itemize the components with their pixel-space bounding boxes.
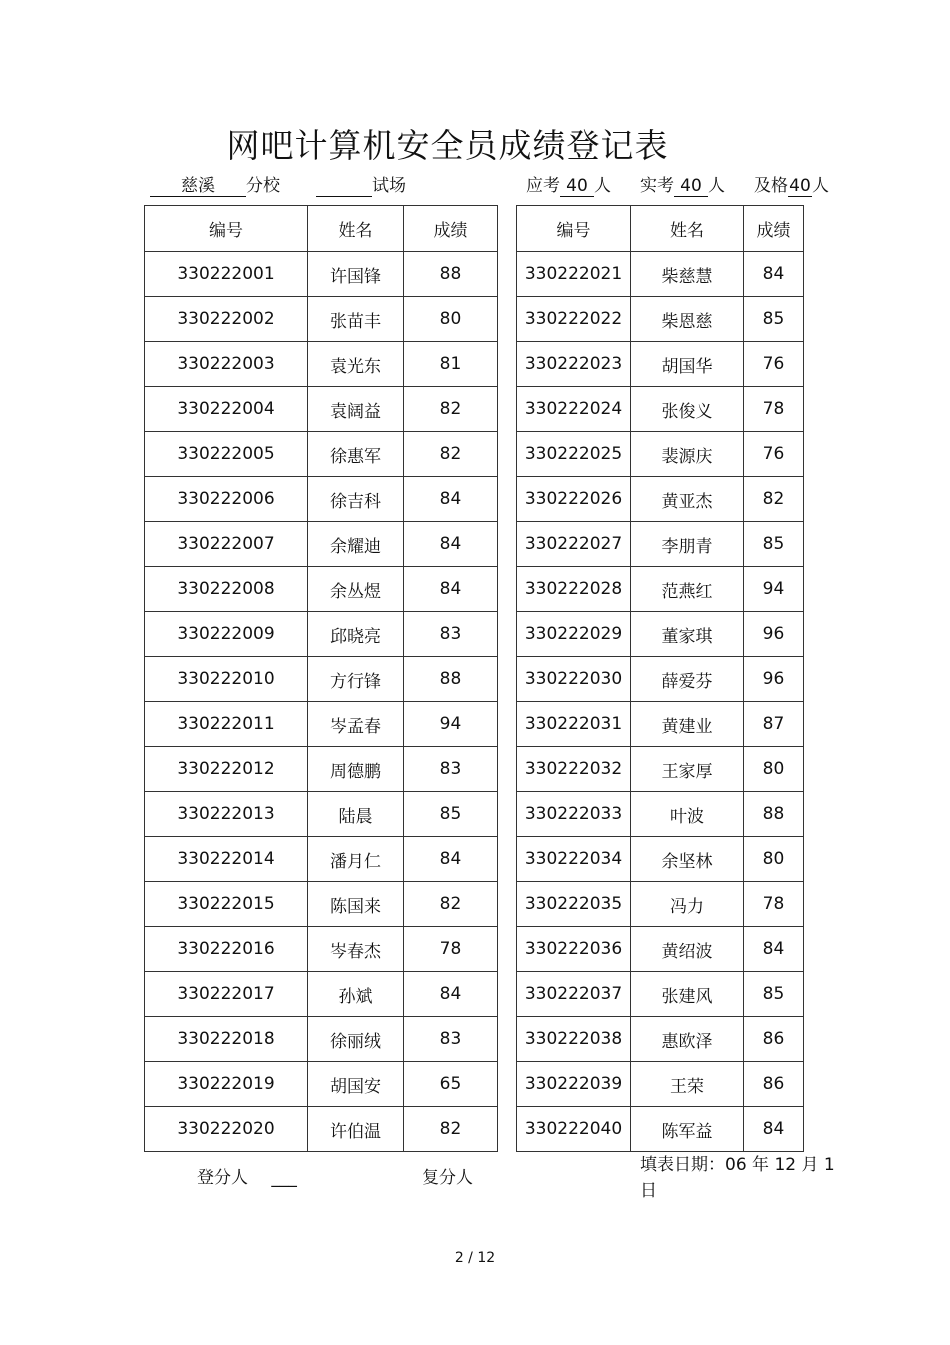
expected-label: 应考 xyxy=(526,176,560,196)
header-id: 编号 xyxy=(145,206,308,252)
score-cell: 85 xyxy=(744,522,804,567)
table-row xyxy=(517,252,804,297)
student-name-cell: 许国锋 xyxy=(308,252,404,297)
student-name-cell: 潘月仁 xyxy=(308,837,404,882)
student-name-cell: 余坚林 xyxy=(631,837,744,882)
branch-field xyxy=(150,174,280,198)
student-id-cell: 330222018 xyxy=(145,1017,308,1062)
table-row xyxy=(145,612,498,657)
table-row xyxy=(517,297,804,342)
student-id-cell: 330222030 xyxy=(517,657,631,702)
score-cell: 94 xyxy=(404,702,498,747)
score-cell: 84 xyxy=(744,1107,804,1152)
student-name-cell: 岑春杰 xyxy=(308,927,404,972)
table-row xyxy=(517,432,804,477)
score-cell: 78 xyxy=(404,927,498,972)
student-name-cell: 陆晨 xyxy=(308,792,404,837)
score-cell: 82 xyxy=(404,882,498,927)
score-cell: 84 xyxy=(744,927,804,972)
student-id-cell: 330222002 xyxy=(145,297,308,342)
score-cell: 86 xyxy=(744,1017,804,1062)
score-cell: 94 xyxy=(744,567,804,612)
student-id-cell: 330222004 xyxy=(145,387,308,432)
table-row xyxy=(145,927,498,972)
student-id-cell: 330222027 xyxy=(517,522,631,567)
score-cell: 85 xyxy=(744,297,804,342)
student-name-cell: 冯力 xyxy=(631,882,744,927)
student-id-cell: 330222038 xyxy=(517,1017,631,1062)
table-row xyxy=(145,747,498,792)
table-row xyxy=(517,837,804,882)
student-id-cell: 330222011 xyxy=(145,702,308,747)
student-id-cell: 330222033 xyxy=(517,792,631,837)
table-row xyxy=(145,567,498,612)
student-name-cell: 邱晓亮 xyxy=(308,612,404,657)
table-row xyxy=(145,522,498,567)
student-id-cell: 330222034 xyxy=(517,837,631,882)
student-name-cell: 袁阔益 xyxy=(308,387,404,432)
score-cell: 96 xyxy=(744,612,804,657)
table-row xyxy=(517,702,804,747)
table-row xyxy=(517,387,804,432)
header-id: 编号 xyxy=(517,206,631,252)
score-cell: 85 xyxy=(404,792,498,837)
score-cell: 96 xyxy=(744,657,804,702)
student-name-cell: 柴慈慧 xyxy=(631,252,744,297)
student-name-cell: 张苗丰 xyxy=(308,297,404,342)
table-row xyxy=(145,342,498,387)
scorer-blank: ___ xyxy=(271,1168,297,1188)
table-row xyxy=(145,792,498,837)
table-row xyxy=(517,522,804,567)
score-table-left xyxy=(144,205,498,1152)
student-id-cell: 330222007 xyxy=(145,522,308,567)
scorer-field xyxy=(197,1165,297,1191)
student-name-cell: 袁光东 xyxy=(308,342,404,387)
student-name-cell: 惠欧泽 xyxy=(631,1017,744,1062)
table-row xyxy=(517,657,804,702)
score-cell: 84 xyxy=(744,252,804,297)
student-name-cell: 薛爱芬 xyxy=(631,657,744,702)
student-id-cell: 330222009 xyxy=(145,612,308,657)
student-id-cell: 330222014 xyxy=(145,837,308,882)
table-row xyxy=(145,477,498,522)
table-row xyxy=(517,1062,804,1107)
score-table-right xyxy=(516,205,804,1152)
score-cell: 84 xyxy=(404,567,498,612)
student-id-cell: 330222023 xyxy=(517,342,631,387)
table-row xyxy=(145,1107,498,1152)
room-value xyxy=(316,176,372,197)
student-id-cell: 330222036 xyxy=(517,927,631,972)
student-id-cell: 330222017 xyxy=(145,972,308,1017)
student-id-cell: 330222015 xyxy=(145,882,308,927)
student-name-cell: 孙斌 xyxy=(308,972,404,1017)
student-id-cell: 330222016 xyxy=(145,927,308,972)
student-name-cell: 岑孟春 xyxy=(308,702,404,747)
student-id-cell: 330222001 xyxy=(145,252,308,297)
score-cell: 80 xyxy=(744,837,804,882)
branch-label: 分校 xyxy=(246,176,280,196)
student-id-cell: 330222024 xyxy=(517,387,631,432)
student-id-cell: 330222037 xyxy=(517,972,631,1017)
table-row xyxy=(145,657,498,702)
student-name-cell: 张建风 xyxy=(631,972,744,1017)
score-cell: 88 xyxy=(404,252,498,297)
score-cell: 82 xyxy=(404,387,498,432)
expected-value: 40 xyxy=(560,176,594,197)
score-cell: 83 xyxy=(404,1017,498,1062)
room-label: 试场 xyxy=(372,176,406,196)
student-name-cell: 陈国来 xyxy=(308,882,404,927)
score-cell: 76 xyxy=(744,432,804,477)
student-name-cell: 李朋青 xyxy=(631,522,744,567)
table-row xyxy=(517,477,804,522)
student-name-cell: 胡国安 xyxy=(308,1062,404,1107)
actual-unit: 人 xyxy=(708,176,725,196)
score-cell: 82 xyxy=(404,1107,498,1152)
page-title: 网吧计算机安全员成绩登记表 xyxy=(226,126,669,165)
student-name-cell: 周德鹏 xyxy=(308,747,404,792)
score-cell: 85 xyxy=(744,972,804,1017)
student-name-cell: 董家琪 xyxy=(631,612,744,657)
student-id-cell: 330222025 xyxy=(517,432,631,477)
student-id-cell: 330222021 xyxy=(517,252,631,297)
score-cell: 65 xyxy=(404,1062,498,1107)
table-row xyxy=(145,972,498,1017)
table-row xyxy=(145,297,498,342)
table-row xyxy=(145,252,498,297)
student-id-cell: 330222010 xyxy=(145,657,308,702)
score-cell: 86 xyxy=(744,1062,804,1107)
table-row xyxy=(145,1062,498,1107)
table-row xyxy=(517,972,804,1017)
passed-value: 40 xyxy=(789,176,811,196)
score-cell: 82 xyxy=(404,432,498,477)
score-cell: 78 xyxy=(744,387,804,432)
table-row xyxy=(517,927,804,972)
table-row xyxy=(517,882,804,927)
scorer-label: 登分人 xyxy=(197,1168,248,1188)
student-id-cell: 330222008 xyxy=(145,567,308,612)
fill-date-line1: 填表日期：06 年 12 月 1 xyxy=(640,1155,835,1175)
room-field xyxy=(316,174,406,198)
passed-field xyxy=(754,174,829,198)
score-cell: 84 xyxy=(404,837,498,882)
score-cell: 88 xyxy=(404,657,498,702)
actual-field xyxy=(640,174,725,198)
student-name-cell: 陈军益 xyxy=(631,1107,744,1152)
student-name-cell: 方行锋 xyxy=(308,657,404,702)
branch-value: 慈溪 xyxy=(150,176,246,197)
score-cell: 83 xyxy=(404,612,498,657)
fill-date-line2: 日 xyxy=(640,1181,657,1201)
expected-unit: 人 xyxy=(594,176,611,196)
fill-date xyxy=(640,1152,835,1204)
actual-label: 实考 xyxy=(640,176,674,196)
header-name: 姓名 xyxy=(631,206,744,252)
header-score: 成绩 xyxy=(404,206,498,252)
student-name-cell: 张俊义 xyxy=(631,387,744,432)
actual-value: 40 xyxy=(674,176,708,197)
score-cell: 80 xyxy=(744,747,804,792)
student-id-cell: 330222029 xyxy=(517,612,631,657)
student-name-cell: 黄亚杰 xyxy=(631,477,744,522)
student-id-cell: 330222003 xyxy=(145,342,308,387)
table-row xyxy=(145,882,498,927)
score-cell: 82 xyxy=(744,477,804,522)
table-row xyxy=(517,792,804,837)
student-id-cell: 330222005 xyxy=(145,432,308,477)
student-name-cell: 叶波 xyxy=(631,792,744,837)
score-cell: 84 xyxy=(404,972,498,1017)
table-row xyxy=(145,1017,498,1062)
student-name-cell: 黄建业 xyxy=(631,702,744,747)
table-row xyxy=(517,567,804,612)
table-row xyxy=(517,612,804,657)
table-row xyxy=(145,432,498,477)
student-name-cell: 徐丽绒 xyxy=(308,1017,404,1062)
score-cell: 78 xyxy=(744,882,804,927)
table-row xyxy=(145,837,498,882)
student-name-cell: 王家厚 xyxy=(631,747,744,792)
score-cell: 81 xyxy=(404,342,498,387)
student-id-cell: 330222020 xyxy=(145,1107,308,1152)
score-cell: 84 xyxy=(404,522,498,567)
student-name-cell: 黄绍波 xyxy=(631,927,744,972)
score-cell: 83 xyxy=(404,747,498,792)
student-id-cell: 330222006 xyxy=(145,477,308,522)
student-id-cell: 330222032 xyxy=(517,747,631,792)
table-row xyxy=(517,1017,804,1062)
student-id-cell: 330222035 xyxy=(517,882,631,927)
score-cell: 87 xyxy=(744,702,804,747)
score-cell: 76 xyxy=(744,342,804,387)
table-row xyxy=(517,1107,804,1152)
student-name-cell: 王荣 xyxy=(631,1062,744,1107)
student-id-cell: 330222026 xyxy=(517,477,631,522)
passed-unit: 人 xyxy=(812,176,829,196)
student-name-cell: 许伯温 xyxy=(308,1107,404,1152)
student-name-cell: 徐惠军 xyxy=(308,432,404,477)
table-row xyxy=(145,702,498,747)
expected-field xyxy=(526,174,611,198)
student-name-cell: 范燕红 xyxy=(631,567,744,612)
header-score: 成绩 xyxy=(744,206,804,252)
student-id-cell: 330222019 xyxy=(145,1062,308,1107)
student-id-cell: 330222028 xyxy=(517,567,631,612)
header-name: 姓名 xyxy=(308,206,404,252)
score-cell: 88 xyxy=(744,792,804,837)
table-row xyxy=(517,747,804,792)
table-row xyxy=(517,342,804,387)
student-id-cell: 330222039 xyxy=(517,1062,631,1107)
header-row xyxy=(145,206,498,252)
student-name-cell: 裴源庆 xyxy=(631,432,744,477)
header-row xyxy=(517,206,804,252)
student-name-cell: 胡国华 xyxy=(631,342,744,387)
passed-label: 及格 xyxy=(754,176,788,196)
student-name-cell: 徐吉科 xyxy=(308,477,404,522)
student-id-cell: 330222013 xyxy=(145,792,308,837)
student-id-cell: 330222031 xyxy=(517,702,631,747)
student-id-cell: 330222012 xyxy=(145,747,308,792)
student-name-cell: 柴恩慈 xyxy=(631,297,744,342)
student-name-cell: 余耀迪 xyxy=(308,522,404,567)
student-id-cell: 330222040 xyxy=(517,1107,631,1152)
page-number: 2 / 12 xyxy=(454,1250,496,1266)
score-cell: 84 xyxy=(404,477,498,522)
student-id-cell: 330222022 xyxy=(517,297,631,342)
table-row xyxy=(145,387,498,432)
student-name-cell: 余丛煜 xyxy=(308,567,404,612)
checker-label: 复分人 xyxy=(422,1168,473,1188)
score-cell: 80 xyxy=(404,297,498,342)
